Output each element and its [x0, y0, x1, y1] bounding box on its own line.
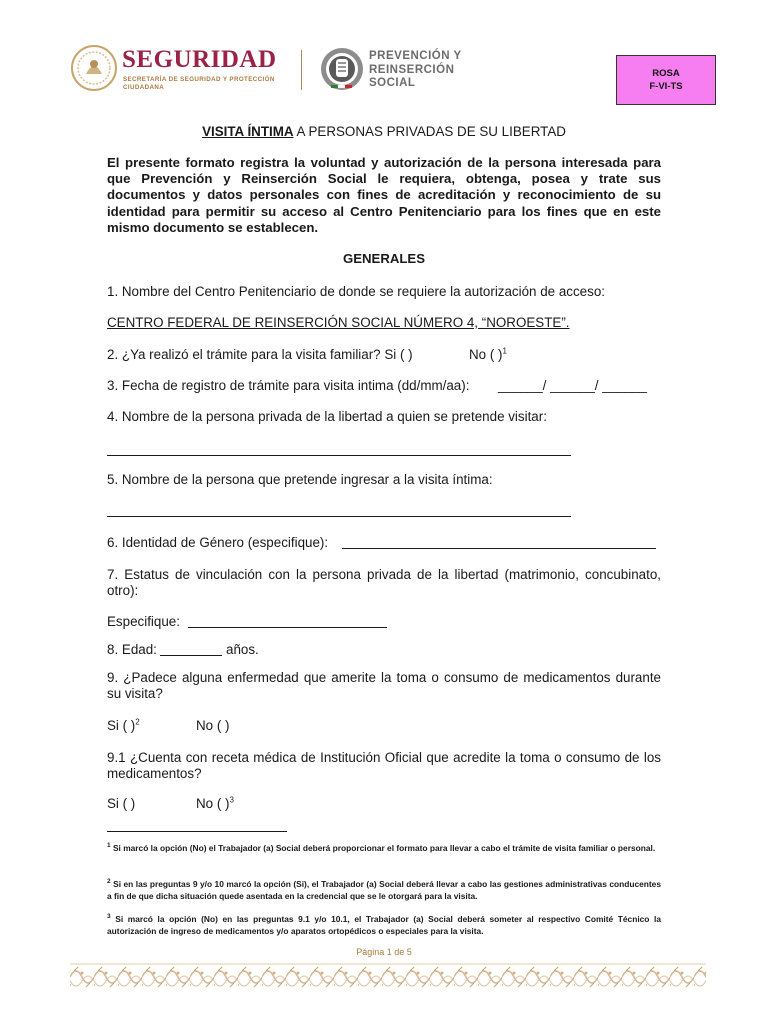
q8-text: 8. Edad: — [107, 642, 157, 657]
footnote-2-text: Si en las preguntas 9 y/o 10 marcó la opción (Si), el Trabajador (a) Social deberá llevar a cabo las gestiones administrativas conducentes a fin de que dicha situación quede asentada en la credencial que se le otorgará para la visita. — [107, 879, 661, 901]
q2-text: 2. ¿Ya realizó el trámite para la visita familiar? Si ( ) — [107, 347, 413, 362]
q91-no-option — [196, 796, 234, 811]
intro-paragraph: El presente formato registra la voluntad y autorización de la persona interesada para que Prevención y Reinserción Social le requiera, obtenga, posea y trate sus documentos y datos personales con fines de acreditación y reconocimiento de su identidad para permitir su acceso al Centro Penitenciario para los fines que en este mismo documento se establecen. — [107, 155, 661, 235]
footnote-3-number: 3 — [107, 913, 111, 921]
organization-name — [369, 50, 462, 91]
page-number: Página 1 de 5 — [356, 947, 412, 957]
form-code: F-VI-TS — [649, 81, 683, 92]
q3-date-blank: ______/ ______/ ______ — [498, 378, 647, 393]
q9-no-option: No ( ) — [196, 718, 230, 733]
q6-text: 6. Identidad de Género (especifique): — [107, 535, 329, 550]
footnote-1-text: Si marcó la opción (No) el Trabajador (a) Social deberá proporcionar el formato para llevar a cabo el trámite de visita familiar o personal. — [112, 843, 656, 853]
q8-suffix: años. — [226, 642, 259, 657]
q5-answer-line[interactable] — [107, 516, 571, 517]
footnote-1 — [107, 842, 661, 854]
footnote-3 — [107, 913, 661, 937]
q2-no-label: No ( ) — [469, 347, 503, 362]
footnote-ref-2: 2 — [135, 717, 140, 727]
section-heading: GENERALES — [342, 251, 426, 266]
q9-text: 9. ¿Padece alguna enfermedad que amerite la toma o consumo de medicamentos durante su visita? — [107, 670, 661, 701]
footnote-2 — [107, 878, 661, 902]
prevencion-emblem-icon — [319, 45, 365, 93]
decorative-border-pattern — [70, 963, 706, 991]
q91-si-option: Si ( ) — [107, 796, 136, 811]
footnote-ref-1: 1 — [502, 346, 507, 356]
q7-text: 7. Estatus de vinculación con la persona privada de la libertad (matrimonio, concubinato, otro): — [107, 567, 661, 598]
title-underlined: VISITA ÍNTIMA — [202, 124, 294, 139]
q1-answer: CENTRO FEDERAL DE REINSERCIÓN SOCIAL NÚMERO 4, “NOROESTE”. — [107, 315, 570, 330]
footnote-1-number: 1 — [107, 842, 111, 850]
q6-answer-line[interactable] — [342, 548, 656, 549]
org-line-3: SOCIAL — [369, 77, 416, 89]
form-code-box — [616, 55, 716, 105]
q9-si-label: Si ( ) — [107, 718, 136, 733]
form-color-label: ROSA — [652, 68, 680, 79]
header-divider — [301, 50, 302, 90]
org-line-1: PREVENCIÓN Y — [369, 50, 462, 62]
q7-specify-line[interactable] — [188, 627, 387, 628]
org-line-2: REINSERCIÓN — [369, 63, 455, 76]
footnote-2-number: 2 — [107, 878, 111, 886]
q3-text: 3. Fecha de registro de trámite para visita intima (dd/mm/aa): — [107, 378, 470, 393]
q7-specify-label: Especifique: — [107, 614, 180, 629]
q9-si-option — [107, 718, 140, 733]
q1-text: 1. Nombre del Centro Penitenciario de donde se requiere la autorización de acceso: — [107, 284, 605, 299]
q91-text: 9.1 ¿Cuenta con receta médica de Institución Oficial que acredite la toma o consumo de los medicamentos? — [107, 750, 661, 781]
brand-subtitle: SECRETARÍA DE SEGURIDAD Y PROTECCIÓN CIUDADANA — [123, 76, 275, 91]
q5-text: 5. Nombre de la persona que pretende ingresar a la visita íntima: — [107, 472, 493, 487]
footnote-ref-3: 3 — [229, 795, 234, 805]
document-title — [0, 124, 768, 139]
footnote-3-text: Si marcó la opción (No) en las preguntas 9.1 y/o 10.1, el Trabajador (a) Social deberá someter al respectivo Comité Técnico la autorización de ingreso de medicamentos y/o aparatos ortopédicos o especiales para la visita. — [107, 914, 662, 936]
mexico-coat-of-arms-icon — [70, 44, 118, 92]
q91-no-label: No ( ) — [196, 796, 230, 811]
q4-text: 4. Nombre de la persona privada de la libertad a quien se pretende visitar: — [107, 409, 547, 424]
footnote-separator — [107, 831, 287, 832]
brand-title: SEGURIDAD — [122, 46, 277, 73]
q4-answer-line[interactable] — [107, 455, 571, 456]
q8-age-line[interactable] — [160, 655, 222, 656]
q2-no-option — [469, 347, 507, 362]
title-rest: A PERSONAS PRIVADAS DE SU LIBERTAD — [293, 124, 566, 139]
